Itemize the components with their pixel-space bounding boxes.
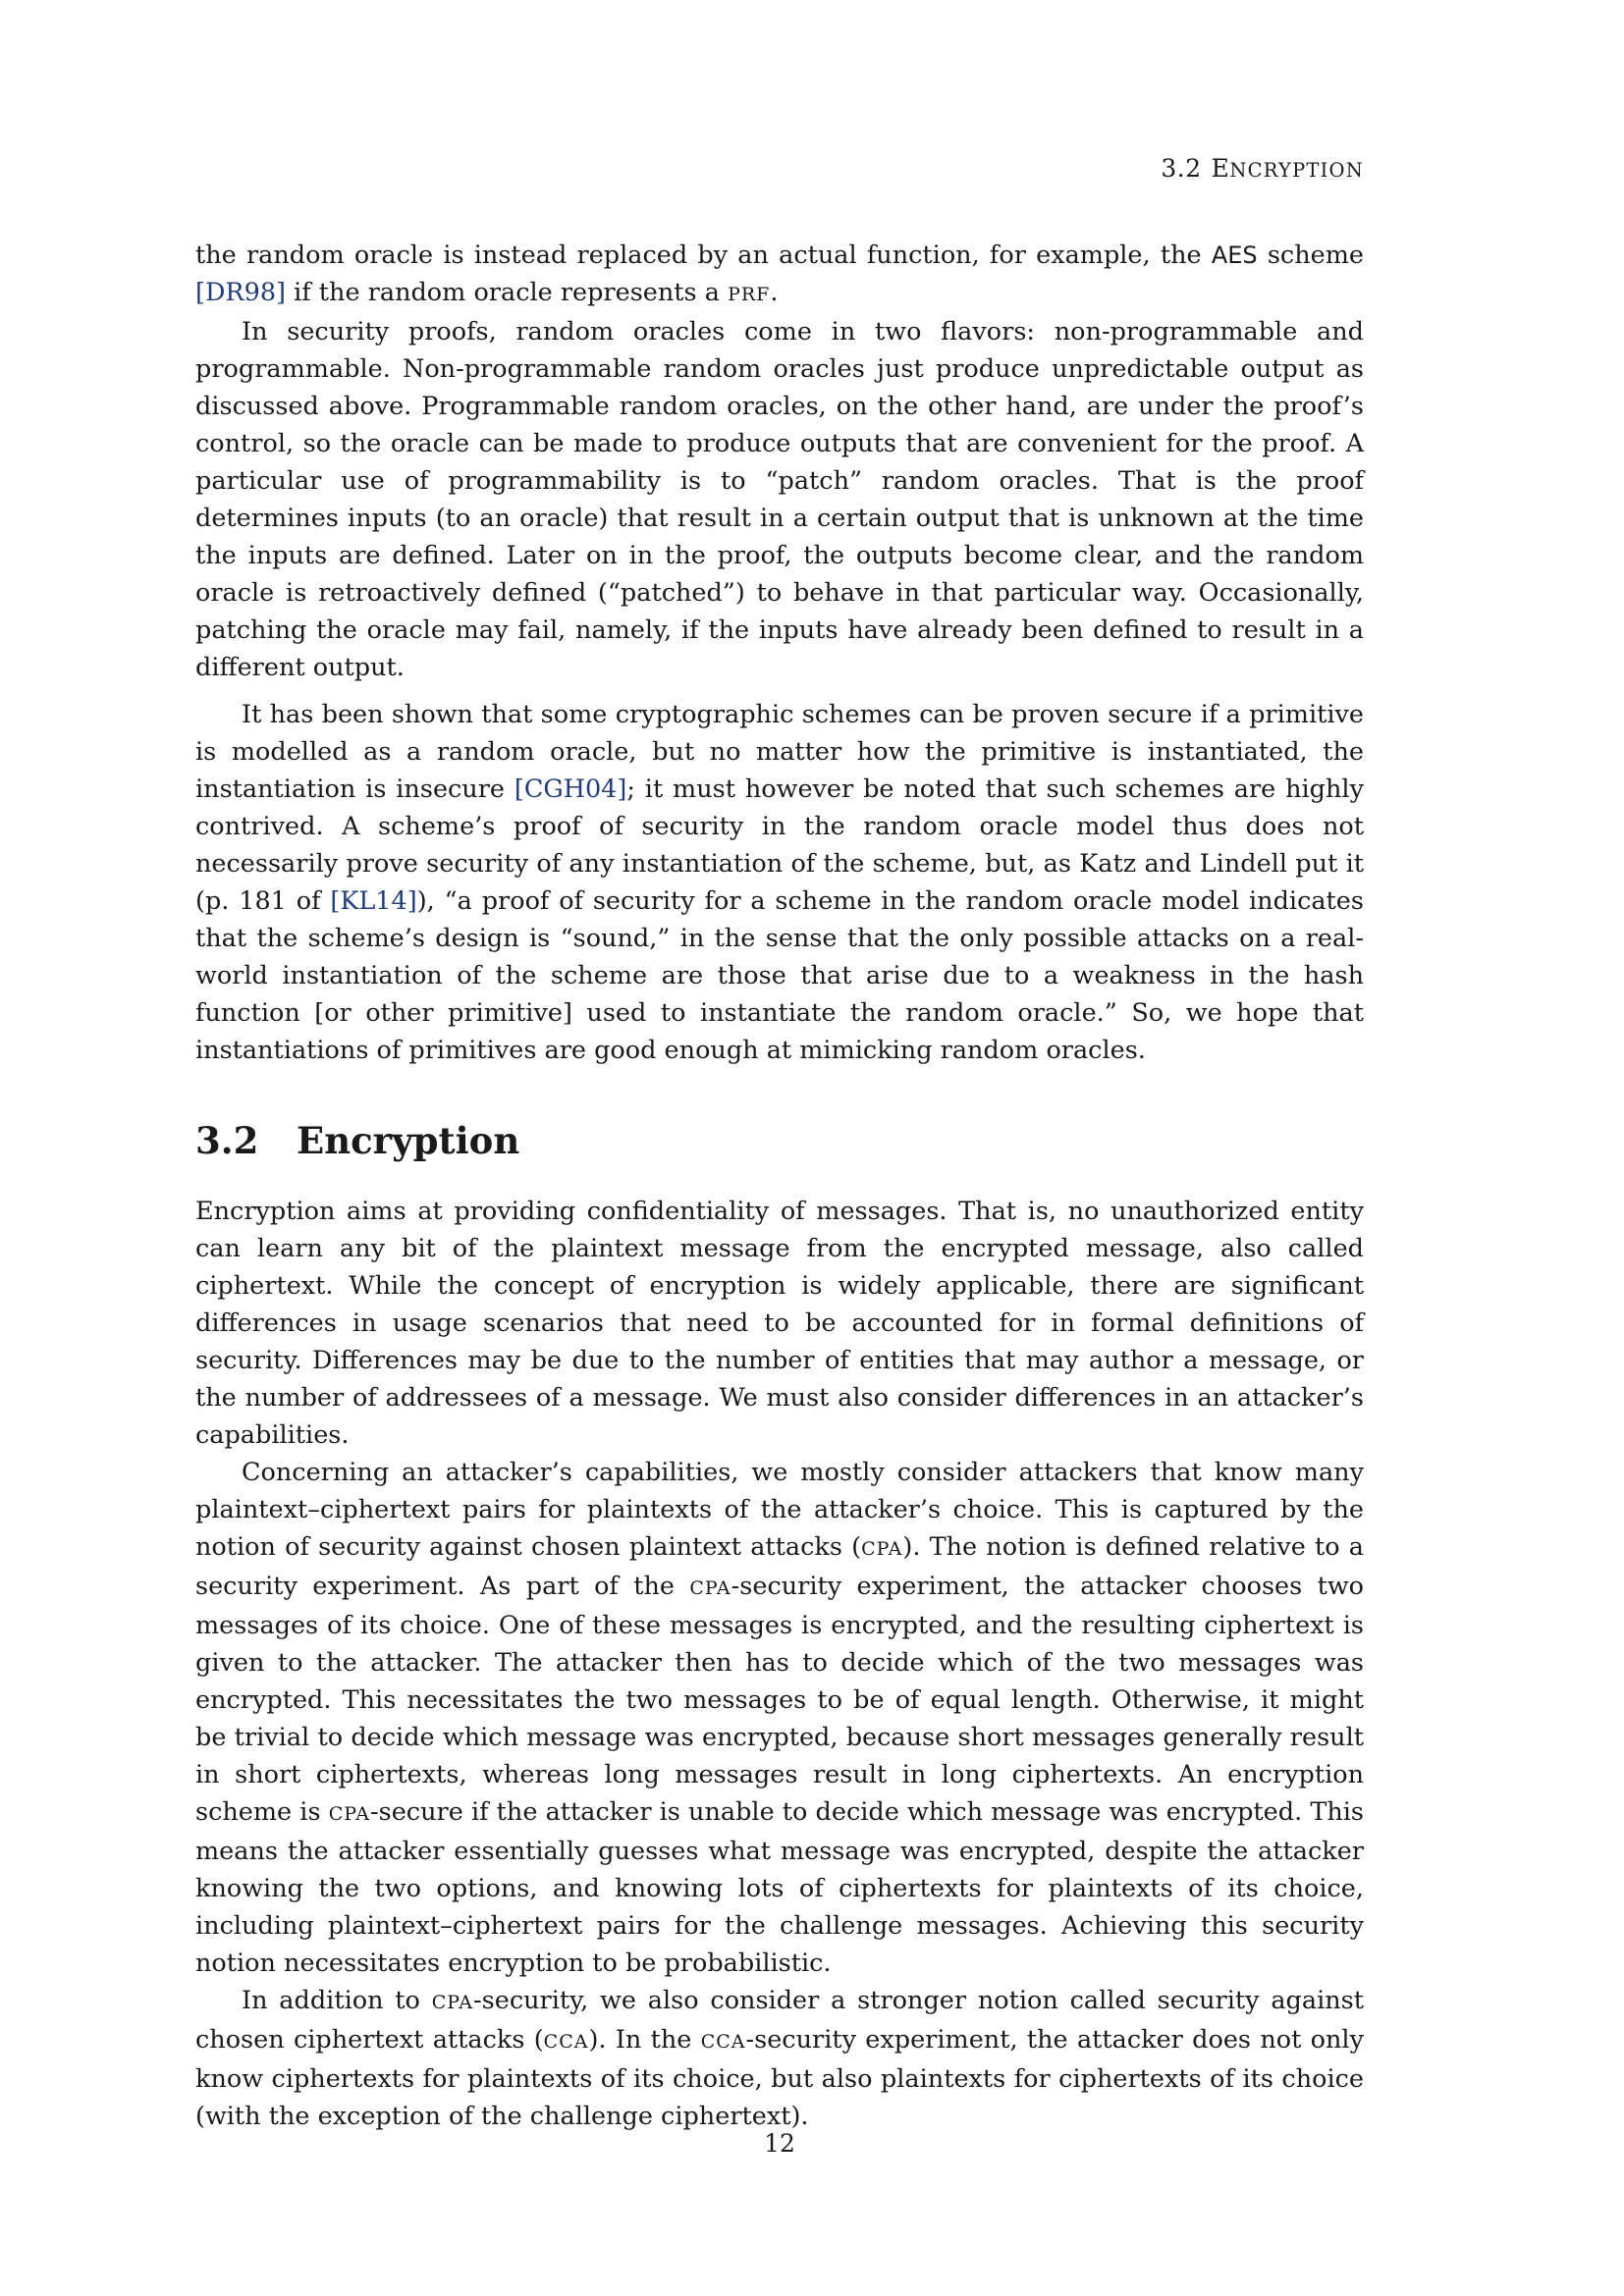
text: ), “a proof of security for a scheme in the random oracle model indicates that the scheme’s design is “sound,” in the sense that the only possible attacks on a real-world instantiation of the scheme are those that arise due to a weakness in the hash function [or other primitive] used to instantiate the random oracle.” So, we hope that instantiations of primitives are good enough at mimicking random oracles. <box>195 886 1364 1065</box>
paragraph-encryption-intro: Encryption aims at providing confidentiality of messages. That is, no unauthorized entity can learn any bit of the plaintext message from the encrypted message, also called ciphertext. While the concept of encryption is widely applicable, there are significant differences in usage scenarios that need to be accounted for in formal definitions of security. Differences may be due to the number of entities that may author a message, or the number of addressees of a message. We must also consider differences in an attacker’s capabilities. <box>195 1197 1364 1450</box>
running-header <box>1161 154 1364 186</box>
text: the random oracle is instead replaced by an actual function, for example, the <box>195 240 1212 270</box>
cpa-term: CPA <box>689 1577 731 1599</box>
text: Concerning an attacker’s capabilities, we mostly consider attackers that know many plaintext–ciphertext pairs for plaintexts of the attacker’s choice. This is captured by the notion of security against chosen plaintext attacks ( <box>195 1458 1364 1562</box>
section-number: 3.2 <box>195 1119 259 1162</box>
body-text <box>195 237 1364 2135</box>
section-heading <box>195 1116 1364 1165</box>
cca-term: CCA <box>700 2031 746 2053</box>
text: if the random oracle represents a <box>286 278 729 307</box>
paragraph-cca-security <box>195 1982 1364 2135</box>
citation-dr98[interactable]: [DR98] <box>195 278 286 307</box>
text: ; it must however be noted that such schemes are highly contrived. A scheme’s proof of security in the random oracle model thus does not necessarily prove security of any instantiation of the scheme, but, as Katz and Lindell put it (p. 181 of <box>195 774 1364 916</box>
page-number: 12 <box>764 2129 795 2158</box>
text: In addition to <box>242 1986 432 2015</box>
header-section-number: 3.2 <box>1161 154 1202 183</box>
text: . <box>770 278 779 307</box>
text: -secure if the attacker is unable to decide which message was encrypted. This means the attacker essentially guesses what message was encrypted, despite the attacker knowing the two options, and knowing lots of ciphertexts for plaintexts of its choice, including plaintext–ciphertext pairs for the challenge messages. Achieving this security notion necessitates encryption to be probabilistic. <box>195 1797 1365 1978</box>
cpa-term: CPA <box>861 1538 903 1560</box>
text: ). The notion is defined relative to a security experiment. As part of the <box>195 1532 1364 1601</box>
paragraph-programmable-oracles: In security proofs, random oracles come in two flavors: non-programmable and programmable. Non-programmable random oracles just produce unpredictable output as discussed above. Programmable random oracles, on the other hand, are under the proof’s control, so the oracle can be made to produce outputs that are convenient for the proof. A particular use of programmability is to “patch” random oracles. That is the proof determines inputs (to an oracle) that result in a certain output that is unknown at the time the inputs are defined. Later on in the proof, the outputs become clear, and the random oracle is retroactively defined (“patched”) to behave in that particular way. Occasionally, patching the oracle may fail, namely, if the inputs have already been defined to result in a different output. <box>195 317 1364 682</box>
text: ). In the <box>588 2025 701 2055</box>
cpa-term: CPA <box>328 1803 371 1825</box>
paragraph-cpa-security <box>195 1454 1364 1982</box>
text: It has been shown that some cryptographic schemes can be proven secure if a primitive is modelled as a random oracle, but no matter how the primitive is instantiated, the instantiation is insecure <box>195 700 1364 804</box>
cpa-term: CPA <box>431 1992 474 2013</box>
text: scheme <box>1257 240 1364 270</box>
header-title-initial: E <box>1211 154 1230 183</box>
paragraph-random-oracle-model <box>195 696 1364 1069</box>
paragraph-random-oracle-instantiation <box>195 237 1364 313</box>
cca-term: CCA <box>543 2031 589 2053</box>
text: -security experiment, the attacker chooses two messages of its choice. One of these messages is encrypted, and the resulting ciphertext is given to the attacker. The attacker then has to decide which of the two messages was encrypted. This necessitates the two messages to be of equal length. Otherwise, it might be trivial to decide which message was encrypted, because short messages generally result in short ciphertexts, whereas long messages result in long ciphertexts. An encryption scheme is <box>195 1572 1365 1827</box>
text: -security, we also consider a stronger notion called security against chosen ciphertext attacks ( <box>195 1986 1364 2055</box>
aes-term: AES <box>1211 241 1258 269</box>
text: -security experiment, the attacker does not only know ciphertexts for plaintexts of its choice, but also plaintexts for ciphertexts of its choice (with the exception of the challenge ciphertext). <box>195 2025 1364 2131</box>
section-title: Encryption <box>297 1119 520 1162</box>
header-title-rest: NCRYPTION <box>1229 159 1364 182</box>
citation-kl14[interactable]: [KL14] <box>330 886 417 916</box>
prf-term: PRF <box>728 284 771 305</box>
citation-cgh04[interactable]: [CGH04] <box>514 774 627 804</box>
